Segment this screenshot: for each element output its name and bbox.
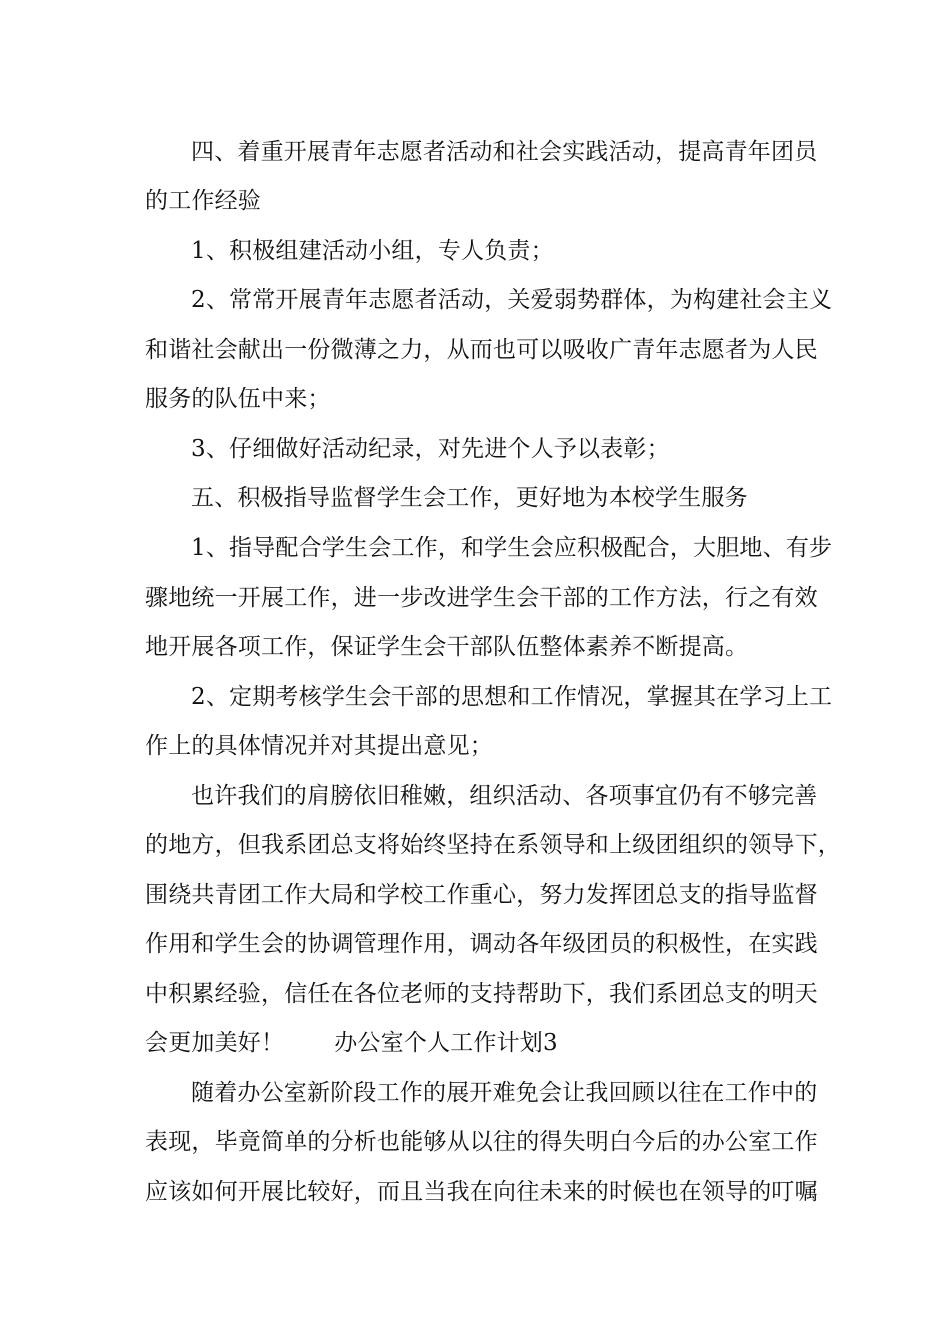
paragraph-line: 随着办公室新阶段工作的展开难免会让我回顾以往在工作中的 [191, 1080, 818, 1106]
paragraph-line: 2、定期考核学生会干部的思想和工作情况，掌握其在学习上工 [191, 684, 833, 710]
paragraph-line: 和谐社会献出一份微薄之力，从而也可以吸收广青年志愿者为人民 [145, 337, 818, 363]
section-heading: 办公室个人工作计划3 [334, 1030, 558, 1056]
paragraph-line: 作上的具体情况并对其提出意见； [145, 733, 493, 759]
paragraph-line: 服务的队伍中来； [145, 386, 331, 412]
paragraph-line: 的工作经验 [145, 188, 261, 214]
paragraph-line: 3、仔细做好活动纪录，对先进个人予以表彰； [191, 436, 670, 462]
paragraph-line: 骤地统一开展工作，进一步改进学生会干部的工作方法，行之有效 [145, 585, 818, 611]
paragraph-line: 地开展各项工作，保证学生会干部队伍整体素养不断提高。 [145, 634, 749, 660]
closing-sentence: 会更加美好！ [145, 1030, 285, 1056]
paragraph-line: 表现，毕竟简单的分析也能够从以往的得失明白今后的办公室工作 [145, 1129, 818, 1155]
paragraph-line: 应该如何开展比较好，而且当我在向往未来的时候也在领导的叮嘱 [145, 1179, 818, 1205]
paragraph-line [145, 1028, 558, 1058]
paragraph-line: 中积累经验，信任在各位老师的支持帮助下，我们系团总支的明天 [145, 981, 818, 1007]
paragraph-line: 2、常常开展青年志愿者活动，关爱弱势群体，为构建社会主义 [191, 287, 833, 313]
paragraph-line: 1、积极组建活动小组，专人负责； [191, 238, 554, 264]
paragraph-line: 五、积极指导监督学生会工作，更好地为本校学生服务 [191, 485, 748, 511]
paragraph-line: 1、指导配合学生会工作，和学生会应积极配合，大胆地、有步 [191, 535, 833, 561]
paragraph-line: 围绕共青团工作大局和学校工作重心，努力发挥团总支的指导监督 [145, 882, 818, 908]
paragraph-line: 的地方，但我系团总支将始终坚持在系领导和上级团组织的领导下， [145, 832, 841, 858]
paragraph-line: 作用和学生会的协调管理作用，调动各年级团员的积极性，在实践 [145, 931, 818, 957]
paragraph-line: 四、着重开展青年志愿者活动和社会实践活动，提高青年团员 [191, 139, 818, 165]
paragraph-line: 也许我们的肩膀依旧稚嫩，组织活动、各项事宜仍有不够完善 [191, 783, 818, 809]
